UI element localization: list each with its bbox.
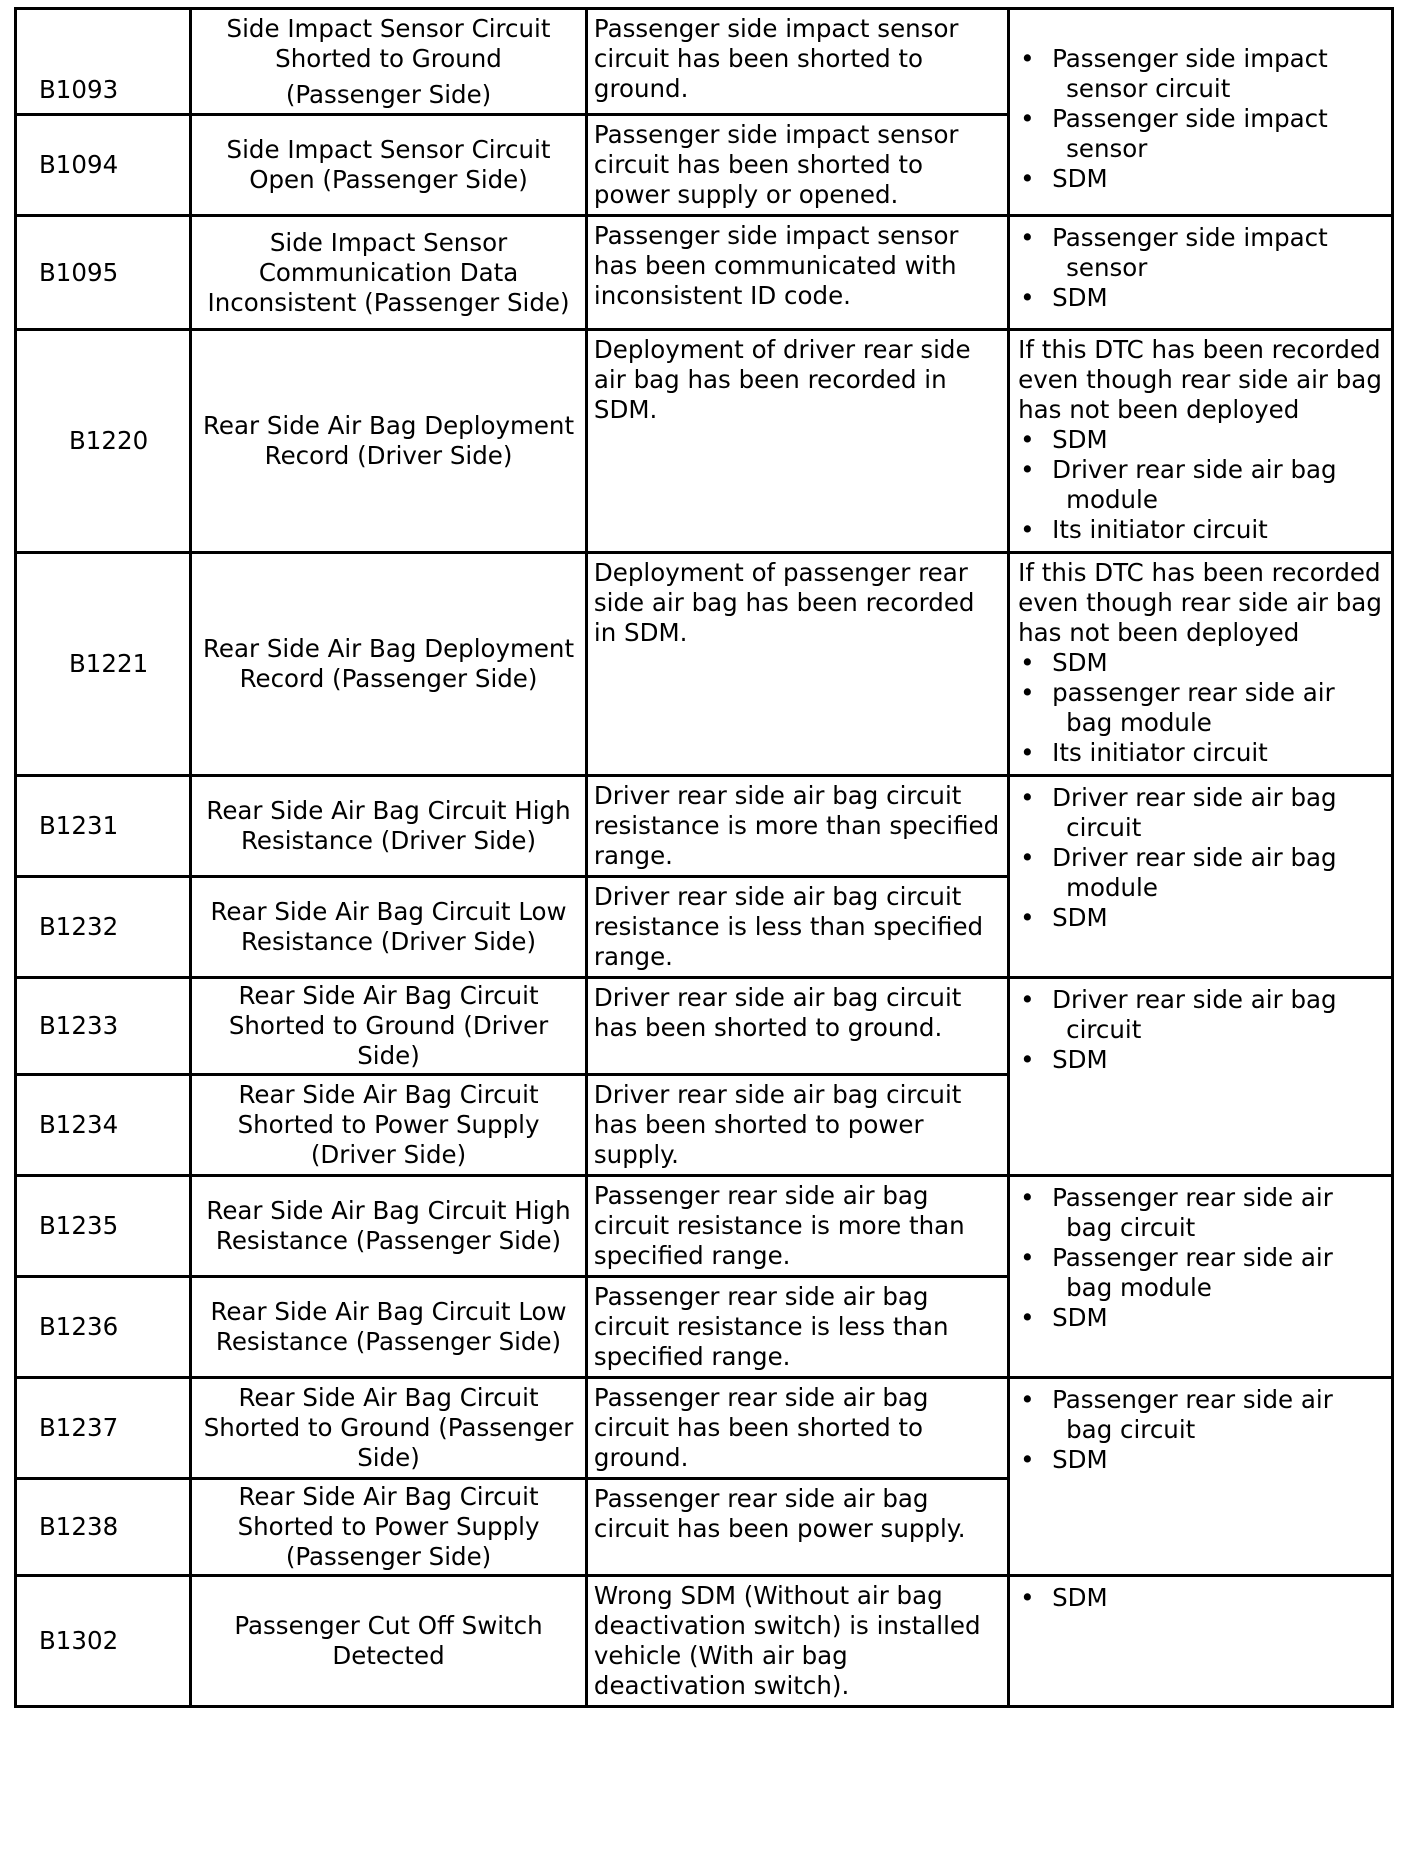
dtc-condition: Deployment of passenger rear side air bag has been recorded in SDM. — [586, 553, 1008, 776]
dtc-code: B1220 — [16, 330, 191, 553]
table-row — [16, 9, 1393, 115]
dtc-name: Rear Side Air Bag Circuit Shorted to Ground (Passenger Side) — [191, 1378, 587, 1479]
dtc-code: B1231 — [16, 776, 191, 877]
trouble-area — [1009, 776, 1393, 978]
dtc-condition: Driver rear side air bag circuit has been shorted to power supply. — [586, 1075, 1008, 1176]
dtc-condition: Driver rear side air bag circuit resistance is less than specified range. — [586, 877, 1008, 978]
table-row — [16, 553, 1393, 776]
dtc-code: B1238 — [16, 1479, 191, 1576]
list-item: • Driver rear side air bag circuit — [1018, 783, 1383, 843]
dtc-code: B1302 — [16, 1576, 191, 1707]
dtc-name: Rear Side Air Bag Circuit High Resistance (Passenger Side) — [191, 1176, 587, 1277]
list-item: • SDM — [1018, 903, 1383, 933]
cause-list — [1018, 1583, 1383, 1613]
dtc-name: Rear Side Air Bag Circuit Shorted to Power Supply (Passenger Side) — [191, 1479, 587, 1576]
list-item: • SDM — [1018, 1583, 1383, 1613]
cause-list — [1018, 1385, 1383, 1475]
dtc-name: Side Impact Sensor Communication Data Inconsistent (Passenger Side) — [191, 216, 587, 330]
list-item: • SDM — [1018, 283, 1383, 313]
area-note: If this DTC has been recorded even though rear side air bag has not been deployed — [1018, 335, 1382, 424]
table-row — [16, 776, 1393, 877]
list-item: • SDM — [1018, 164, 1383, 194]
list-item: • Passenger side impact sensor circuit — [1018, 44, 1383, 104]
cause-list — [1018, 1183, 1383, 1333]
dtc-code: B1233 — [16, 978, 191, 1075]
trouble-area — [1009, 1378, 1393, 1576]
list-item: • SDM — [1018, 648, 1383, 678]
dtc-code: B1236 — [16, 1277, 191, 1378]
list-item: • Its initiator circuit — [1018, 738, 1383, 768]
trouble-area — [1009, 1176, 1393, 1378]
table-row — [16, 1378, 1393, 1479]
dtc-name: Rear Side Air Bag Deployment Record (Passenger Side) — [191, 553, 587, 776]
dtc-name: Rear Side Air Bag Circuit High Resistance (Driver Side) — [191, 776, 587, 877]
list-item: • Passenger rear side air bag module — [1018, 1243, 1383, 1303]
table-row — [16, 216, 1393, 330]
trouble-area — [1009, 9, 1393, 216]
trouble-area — [1009, 216, 1393, 330]
list-item: • SDM — [1018, 1303, 1383, 1333]
dtc-code: B1094 — [16, 115, 191, 216]
table-row — [16, 1176, 1393, 1277]
dtc-condition: Passenger rear side air bag circuit resistance is more than specified range. — [586, 1176, 1008, 1277]
dtc-condition: Passenger side impact sensor circuit has been shorted to power supply or opened. — [586, 115, 1008, 216]
list-item: • Driver rear side air bag module — [1018, 843, 1383, 903]
area-note: If this DTC has been recorded even though rear side air bag has not been deployed — [1018, 558, 1382, 647]
dtc-name-line: Shorted to Ground — [275, 43, 502, 73]
dtc-name-line: (Passenger Side) — [285, 79, 492, 109]
trouble-area — [1009, 978, 1393, 1176]
dtc-name: Rear Side Air Bag Circuit Low Resistance (Passenger Side) — [191, 1277, 587, 1378]
cause-list — [1018, 648, 1383, 768]
list-item: • SDM — [1018, 1045, 1383, 1075]
table-row — [16, 978, 1393, 1075]
cause-list — [1018, 44, 1383, 194]
dtc-name: Passenger Cut Off Switch Detected — [191, 1576, 587, 1707]
dtc-name: Rear Side Air Bag Deployment Record (Driver Side) — [191, 330, 587, 553]
dtc-name-line: Side Impact Sensor Circuit — [226, 13, 551, 43]
dtc-code: B1093 — [16, 9, 191, 115]
dtc-condition: Passenger rear side air bag circuit has been power supply. — [586, 1479, 1008, 1576]
table-row — [16, 330, 1393, 553]
dtc-code: B1232 — [16, 877, 191, 978]
dtc-condition: Passenger side impact sensor has been communicated with inconsistent ID code. — [586, 216, 1008, 330]
dtc-name — [191, 9, 587, 115]
dtc-condition: Passenger rear side air bag circuit has been shorted to ground. — [586, 1378, 1008, 1479]
list-item: • SDM — [1018, 425, 1383, 455]
cause-list — [1018, 985, 1383, 1075]
dtc-condition: Driver rear side air bag circuit resistance is more than specified range. — [586, 776, 1008, 877]
dtc-name: Rear Side Air Bag Circuit Low Resistance (Driver Side) — [191, 877, 587, 978]
dtc-code: B1234 — [16, 1075, 191, 1176]
list-item: • Passenger side impact sensor — [1018, 223, 1383, 283]
dtc-condition: Passenger side impact sensor circuit has been shorted to ground. — [586, 9, 1008, 115]
dtc-condition: Deployment of driver rear side air bag has been recorded in SDM. — [586, 330, 1008, 553]
dtc-condition: Wrong SDM (Without air bag deactivation switch) is installed vehicle (With air bag deactivation switch). — [586, 1576, 1008, 1707]
dtc-name: Side Impact Sensor Circuit Open (Passenger Side) — [191, 115, 587, 216]
dtc-code: B1095 — [16, 216, 191, 330]
cause-list — [1018, 425, 1383, 545]
list-item: • Driver rear side air bag module — [1018, 455, 1383, 515]
dtc-name: Rear Side Air Bag Circuit Shorted to Ground (Driver Side) — [191, 978, 587, 1075]
list-item: • Passenger rear side air bag circuit — [1018, 1183, 1383, 1243]
list-item: • Its initiator circuit — [1018, 515, 1383, 545]
dtc-condition: Driver rear side air bag circuit has been shorted to ground. — [586, 978, 1008, 1075]
cause-list — [1018, 783, 1383, 933]
list-item: • Passenger side impact sensor — [1018, 104, 1383, 164]
list-item: • passenger rear side air bag module — [1018, 678, 1383, 738]
dtc-condition: Passenger rear side air bag circuit resistance is less than specified range. — [586, 1277, 1008, 1378]
dtc-code: B1221 — [16, 553, 191, 776]
trouble-area — [1009, 553, 1393, 776]
table-row — [16, 1576, 1393, 1707]
trouble-area — [1009, 1576, 1393, 1707]
dtc-code: B1237 — [16, 1378, 191, 1479]
list-item: • Driver rear side air bag circuit — [1018, 985, 1383, 1045]
dtc-name: Rear Side Air Bag Circuit Shorted to Power Supply (Driver Side) — [191, 1075, 587, 1176]
dtc-table — [14, 7, 1394, 1708]
list-item: • SDM — [1018, 1445, 1383, 1475]
cause-list — [1018, 223, 1383, 313]
dtc-code: B1235 — [16, 1176, 191, 1277]
list-item: • Passenger rear side air bag circuit — [1018, 1385, 1383, 1445]
trouble-area — [1009, 330, 1393, 553]
